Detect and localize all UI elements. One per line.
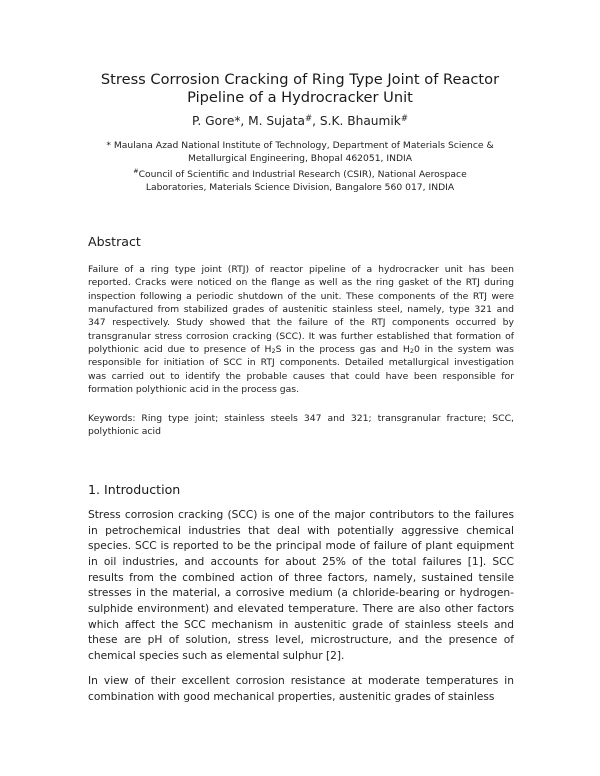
affiliation-1-line-2: Metallurgical Engineering, Bhopal 462051, INDIA [187, 153, 413, 164]
affiliation-2-line-2: Laboratories, Materials Science Division, Bangalore 560 017, INDIA [145, 182, 455, 193]
affiliation-1-line-1: * Maulana Azad National Institute of Technology, Department of Materials Science & [106, 140, 494, 151]
abstract-paragraph: Failure of a ring type joint (RTJ) of reactor pipeline of a hydrocracker unit has been reported. Cracks were noticed on the flange as well as the ring gasket of the RTJ during inspection following a periodic shutdown of the unit. These components of the RTJ were manufactured from stabilized grades of austenitic stainless steel, namely, type 321 and 347 respectively. Study showed that the failure of the RTJ components occurred by transgranular stress corrosion cracking (SCC). It was further established that formation of polythionic acid due to presence of $H_2S$ in the process gas and $H_20$ in the system was responsible for initiation of SCC in RTJ components. Detailed metallurgical investigation was carried out to identify the probable causes that could have been responsible for formation polythionic acid in the process gas. [88, 264, 514, 396]
abstract-heading: Abstract [88, 234, 141, 249]
paper-title [60, 71, 540, 107]
introduction-paragraph-1: Stress corrosion cracking (SCC) is one of the major contributors to the failures in petrochemical industries that deal with potentially aggressive chemical species. SCC is reported to be the principal mode of failure of plant equipment in oil industries, and accounts for about 25% of the total failures [1]. SCC results from the combined action of three factors, namely, sustained tensile stresses in the material, a corrosive medium (a chloride-bearing or hydrogen-sulphide environment) and elevated temperature. There are also other factors which affect the SCC mechanism in austenitic grade of stainless steels and these are pH of solution, stress level, microstructure, and the presence of chemical species such as elemental sulphur [2]. [88, 508, 514, 662]
author-bhaumik-mark: # [400, 114, 409, 124]
author-separator: , [312, 114, 320, 128]
introduction-paragraph-2: In view of their excellent corrosion resistance at moderate temperatures in combination with good mechanical properties, austenitic grades of stainless [88, 674, 514, 703]
h2s-subscript: 2 [271, 347, 276, 356]
title-line-1: Stress Corrosion Cracking of Ring Type Joint of Reactor [100, 71, 500, 88]
author-separator: , [240, 114, 249, 128]
affiliation-manit [70, 139, 530, 165]
author-gore: P. Gore* [191, 114, 241, 128]
h2o-subscript: 2 [409, 347, 414, 356]
author-sujata: M. Sujata [248, 114, 305, 128]
introduction-heading: 1. Introduction [88, 482, 181, 497]
affiliation-csir [70, 168, 530, 194]
author-bhaumik: S.K. Bhaumik [319, 114, 401, 128]
author-list [60, 114, 540, 129]
affiliation-2-line-1: #Council of Scientific and Industrial Research (CSIR), National Aerospace [133, 167, 467, 180]
affiliation-2-mark: # [133, 167, 139, 175]
title-line-2: Pipeline of a Hydrocracker Unit [187, 89, 413, 106]
author-sujata-mark: # [305, 114, 313, 124]
keywords-paragraph: Keywords: Ring type joint; stainless steels 347 and 321; transgranular fracture; SCC, polythionic acid [88, 413, 514, 438]
